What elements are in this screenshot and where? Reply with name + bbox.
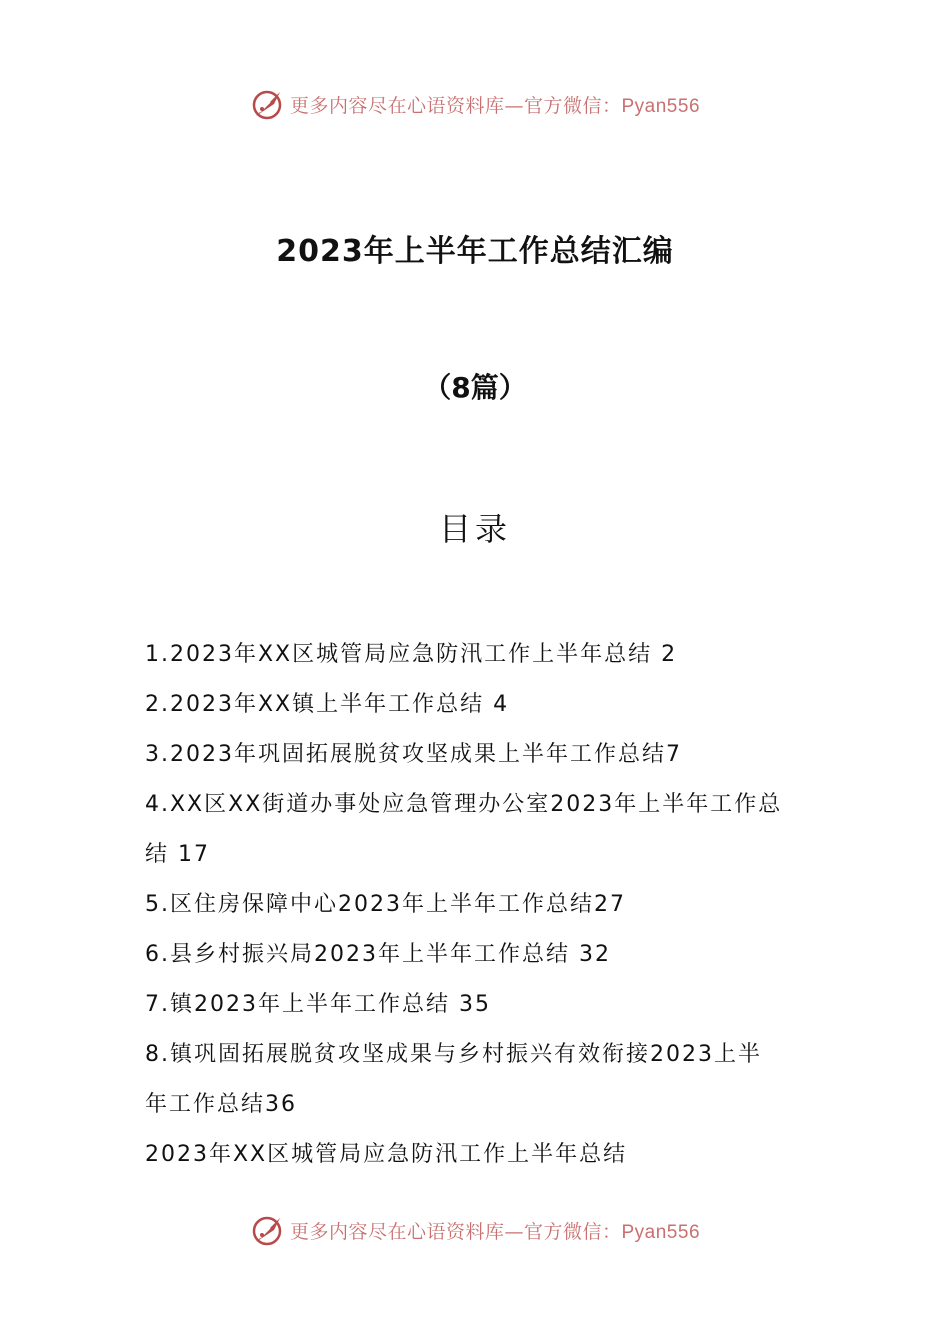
document-subtitle: （8篇）	[423, 371, 527, 404]
header-banner	[0, 84, 950, 124]
toc-line[interactable]: 7.镇2023年上半年工作总结 35	[145, 992, 491, 1017]
banner-wechat-id: Pyan556	[621, 95, 701, 117]
quill-pen-logo-icon	[250, 86, 286, 122]
banner-slogan: 更多内容尽在心语资料库—官方微信：	[289, 94, 622, 117]
document-title: 2023年上半年工作总结汇编	[276, 234, 674, 269]
toc-line[interactable]: 1.2023年XX区城管局应急防汛工作上半年总结 2	[145, 642, 678, 667]
toc-line[interactable]: 4.XX区XX街道办事处应急管理办公室2023年上半年工作总	[145, 792, 783, 817]
toc-line[interactable]: 年工作总结36	[145, 1092, 297, 1117]
banner-text	[290, 1217, 700, 1244]
toc-line[interactable]: 2.2023年XX镇上半年工作总结 4	[145, 692, 510, 717]
toc-line[interactable]: 结 17	[145, 842, 210, 867]
toc-line[interactable]: 3.2023年巩固拓展脱贫攻坚成果上半年工作总结7	[145, 742, 682, 767]
toc-line[interactable]: 8.镇巩固拓展脱贫攻坚成果与乡村振兴有效衔接2023上半	[145, 1042, 762, 1067]
banner-wechat-id: Pyan556	[621, 1221, 701, 1243]
banner-text	[290, 91, 700, 118]
section-heading: 2023年XX区城管局应急防汛工作上半年总结	[145, 1142, 628, 1167]
quill-pen-logo-icon	[250, 1212, 286, 1248]
banner-slogan: 更多内容尽在心语资料库—官方微信：	[289, 1220, 622, 1243]
toc-line[interactable]: 6.县乡村振兴局2023年上半年工作总结 32	[145, 942, 611, 967]
footer-banner	[0, 1210, 950, 1250]
toc-heading: 目录	[438, 510, 511, 548]
table-of-contents	[145, 630, 815, 1180]
toc-line[interactable]: 5.区住房保障中心2023年上半年工作总结27	[145, 892, 626, 917]
